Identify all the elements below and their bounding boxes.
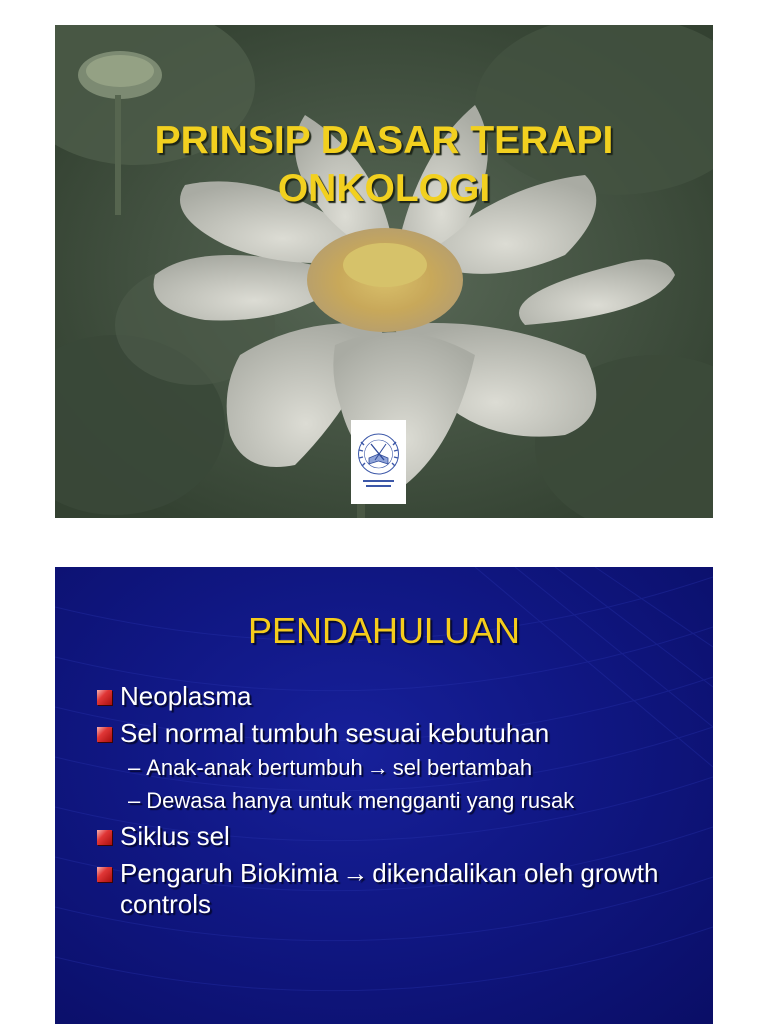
sub-list-item-text: Anak-anak bertumbuh	[146, 755, 363, 780]
list-item-text: Sel normal tumbuh sesuai kebutuhan	[120, 718, 550, 748]
square-bullet-icon	[97, 867, 112, 882]
content-slide	[55, 567, 713, 1024]
sub-list-item-text: sel bertambah	[392, 755, 533, 780]
slide-title: PENDAHULUAN	[247, 610, 521, 651]
right-arrow-icon: →	[342, 858, 369, 888]
dash-marker: –	[128, 788, 141, 813]
list-item	[95, 821, 695, 852]
square-bullet-icon	[97, 690, 112, 705]
right-arrow-icon: →	[366, 755, 389, 780]
sub-list-item-text: Dewasa hanya untuk mengganti yang rusak	[146, 788, 575, 813]
slide-title	[55, 117, 713, 213]
list-item	[95, 718, 695, 749]
list-item	[95, 681, 695, 712]
dash-marker: –	[128, 755, 141, 780]
slide-title-line-2: ONKOLOGI	[277, 167, 491, 210]
list-item-text: Neoplasma	[120, 681, 252, 711]
bullet-list	[95, 681, 695, 926]
slide-title-line-1: PRINSIP DASAR TERAPI	[154, 119, 614, 162]
list-item-text: dikendalikan oleh growth controls	[120, 858, 659, 919]
organization-emblem-icon	[351, 420, 406, 504]
square-bullet-icon	[97, 727, 112, 742]
title-slide	[55, 25, 713, 518]
organization-logo	[351, 420, 406, 504]
list-item-text: Siklus sel	[120, 821, 230, 851]
list-item-text: Pengaruh Biokimia	[120, 858, 339, 888]
list-item	[95, 858, 695, 920]
sub-list-item	[95, 755, 695, 781]
sub-list-item	[95, 788, 695, 814]
square-bullet-icon	[97, 830, 112, 845]
